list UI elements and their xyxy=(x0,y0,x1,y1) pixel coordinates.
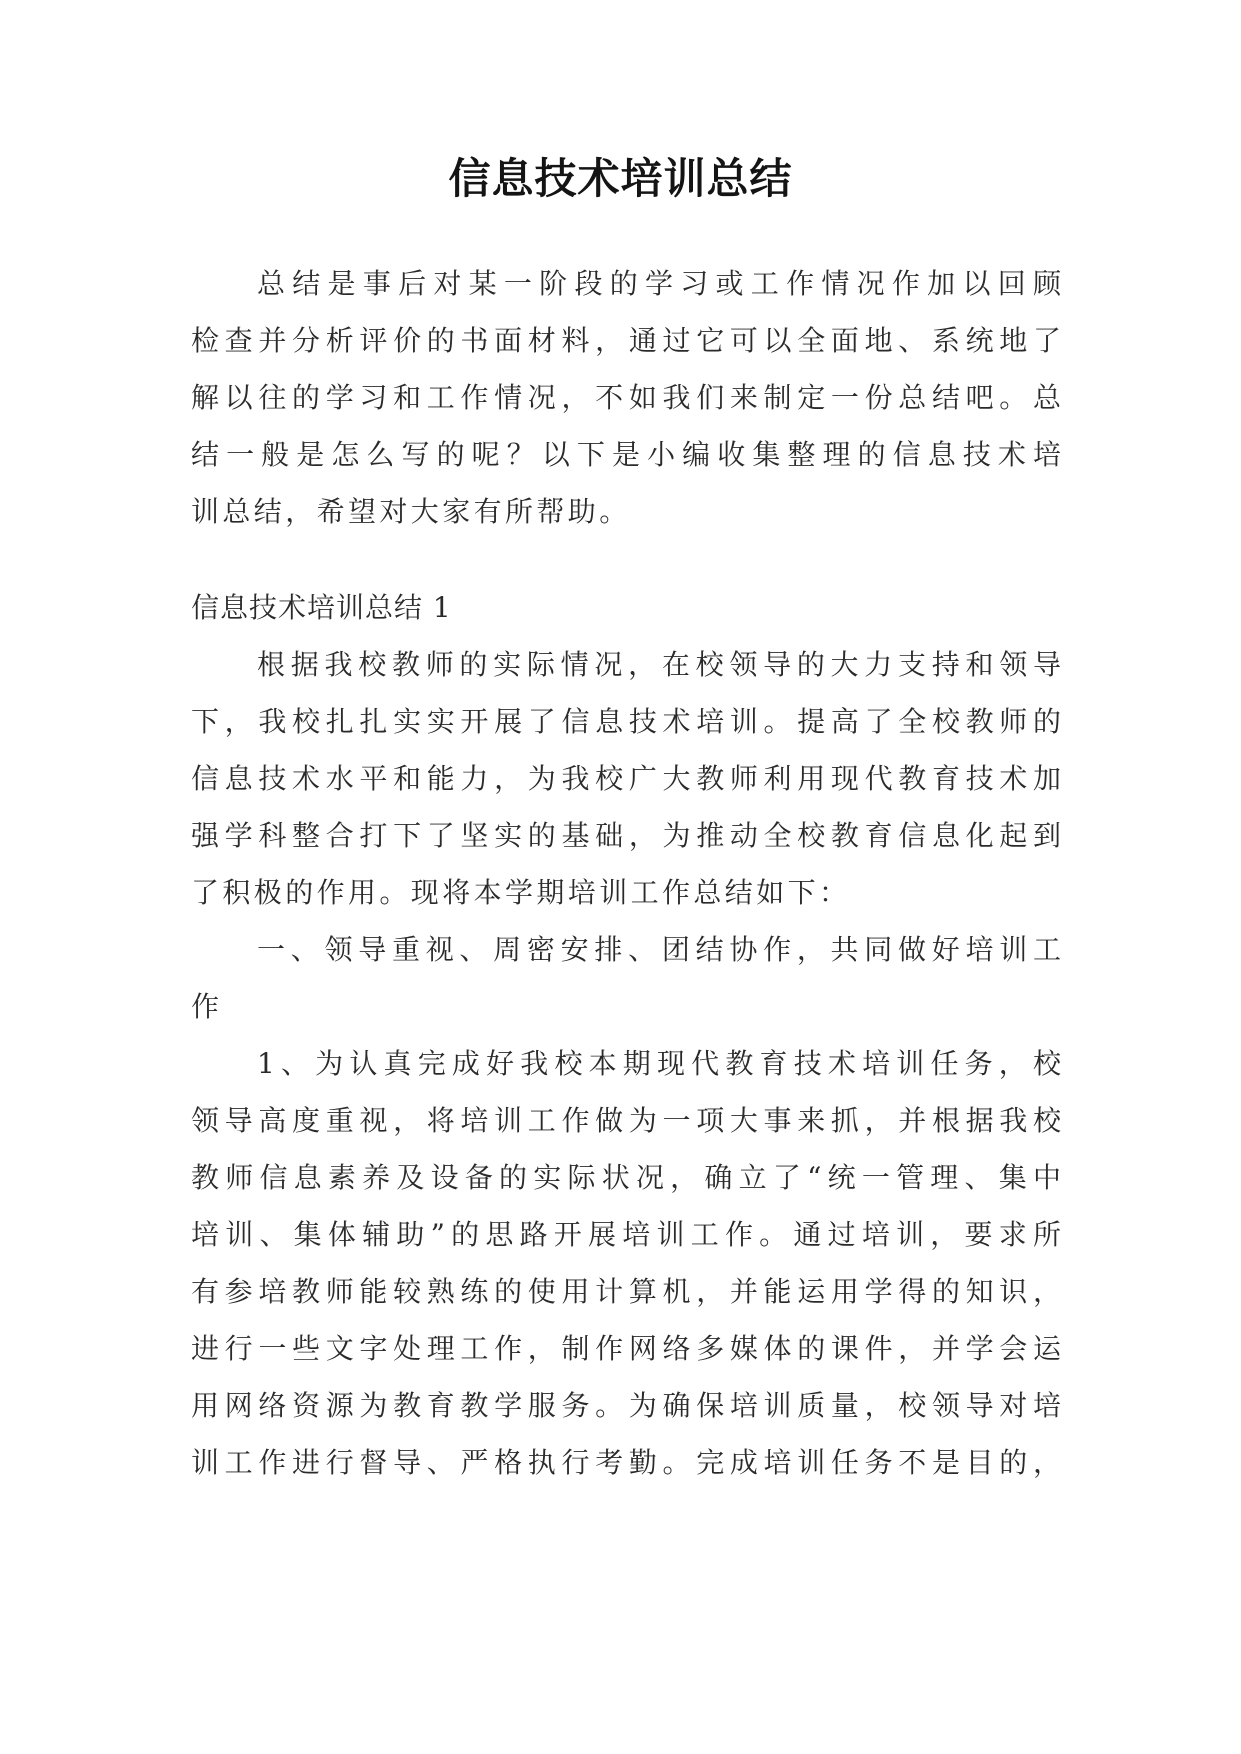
intro-line-5: 训总结，希望对大家有所帮助。 xyxy=(191,495,631,528)
paragraph-line: 了积极的作用。现将本学期培训工作总结如下： xyxy=(191,876,851,909)
intro-line-4: 结一般是怎么写的呢？以下是小编收集整理的信息技术培 xyxy=(191,438,1061,471)
intro-line-2: 检查并分析评价的书面材料，通过它可以全面地、系统地了 xyxy=(191,324,1061,357)
subheading-line: 一、领导重视、周密安排、团结协作，共同做好培训工 xyxy=(257,933,1061,966)
item-line: 培训、集体辅助”的思路开展培训工作。通过培训，要求所 xyxy=(191,1218,1061,1251)
subheading-line: 作 xyxy=(191,990,223,1023)
item-line: 教师信息素养及设备的实际状况，确立了“统一管理、集中 xyxy=(191,1161,1061,1194)
item-line: 有参培教师能较熟练的使用计算机，并能运用学得的知识， xyxy=(191,1275,1061,1308)
section-heading: 信息技术培训总结 1 xyxy=(191,591,452,624)
document-title: 信息技术培训总结 xyxy=(448,154,793,203)
item-line: 1、为认真完成好我校本期现代教育技术培训任务，校 xyxy=(257,1047,1061,1080)
paragraph-line: 根据我校教师的实际情况，在校领导的大力支持和领导 xyxy=(257,648,1061,681)
item-line: 进行一些文字处理工作，制作网络多媒体的课件，并学会运 xyxy=(191,1332,1061,1365)
paragraph-line: 下，我校扎扎实实开展了信息技术培训。提高了全校教师的 xyxy=(191,705,1061,738)
intro-line-3: 解以往的学习和工作情况，不如我们来制定一份总结吧。总 xyxy=(191,381,1061,414)
paragraph-line: 信息技术水平和能力，为我校广大教师利用现代教育技术加 xyxy=(191,762,1061,795)
item-line: 用网络资源为教育教学服务。为确保培训质量，校领导对培 xyxy=(191,1389,1061,1422)
item-line: 训工作进行督导、严格执行考勤。完成培训任务不是目的， xyxy=(191,1446,1061,1479)
intro-line-1: 总结是事后对某一阶段的学习或工作情况作加以回顾 xyxy=(257,267,1061,300)
item-line: 领导高度重视，将培训工作做为一项大事来抓，并根据我校 xyxy=(191,1104,1061,1137)
paragraph-line: 强学科整合打下了坚实的基础，为推动全校教育信息化起到 xyxy=(191,819,1061,852)
